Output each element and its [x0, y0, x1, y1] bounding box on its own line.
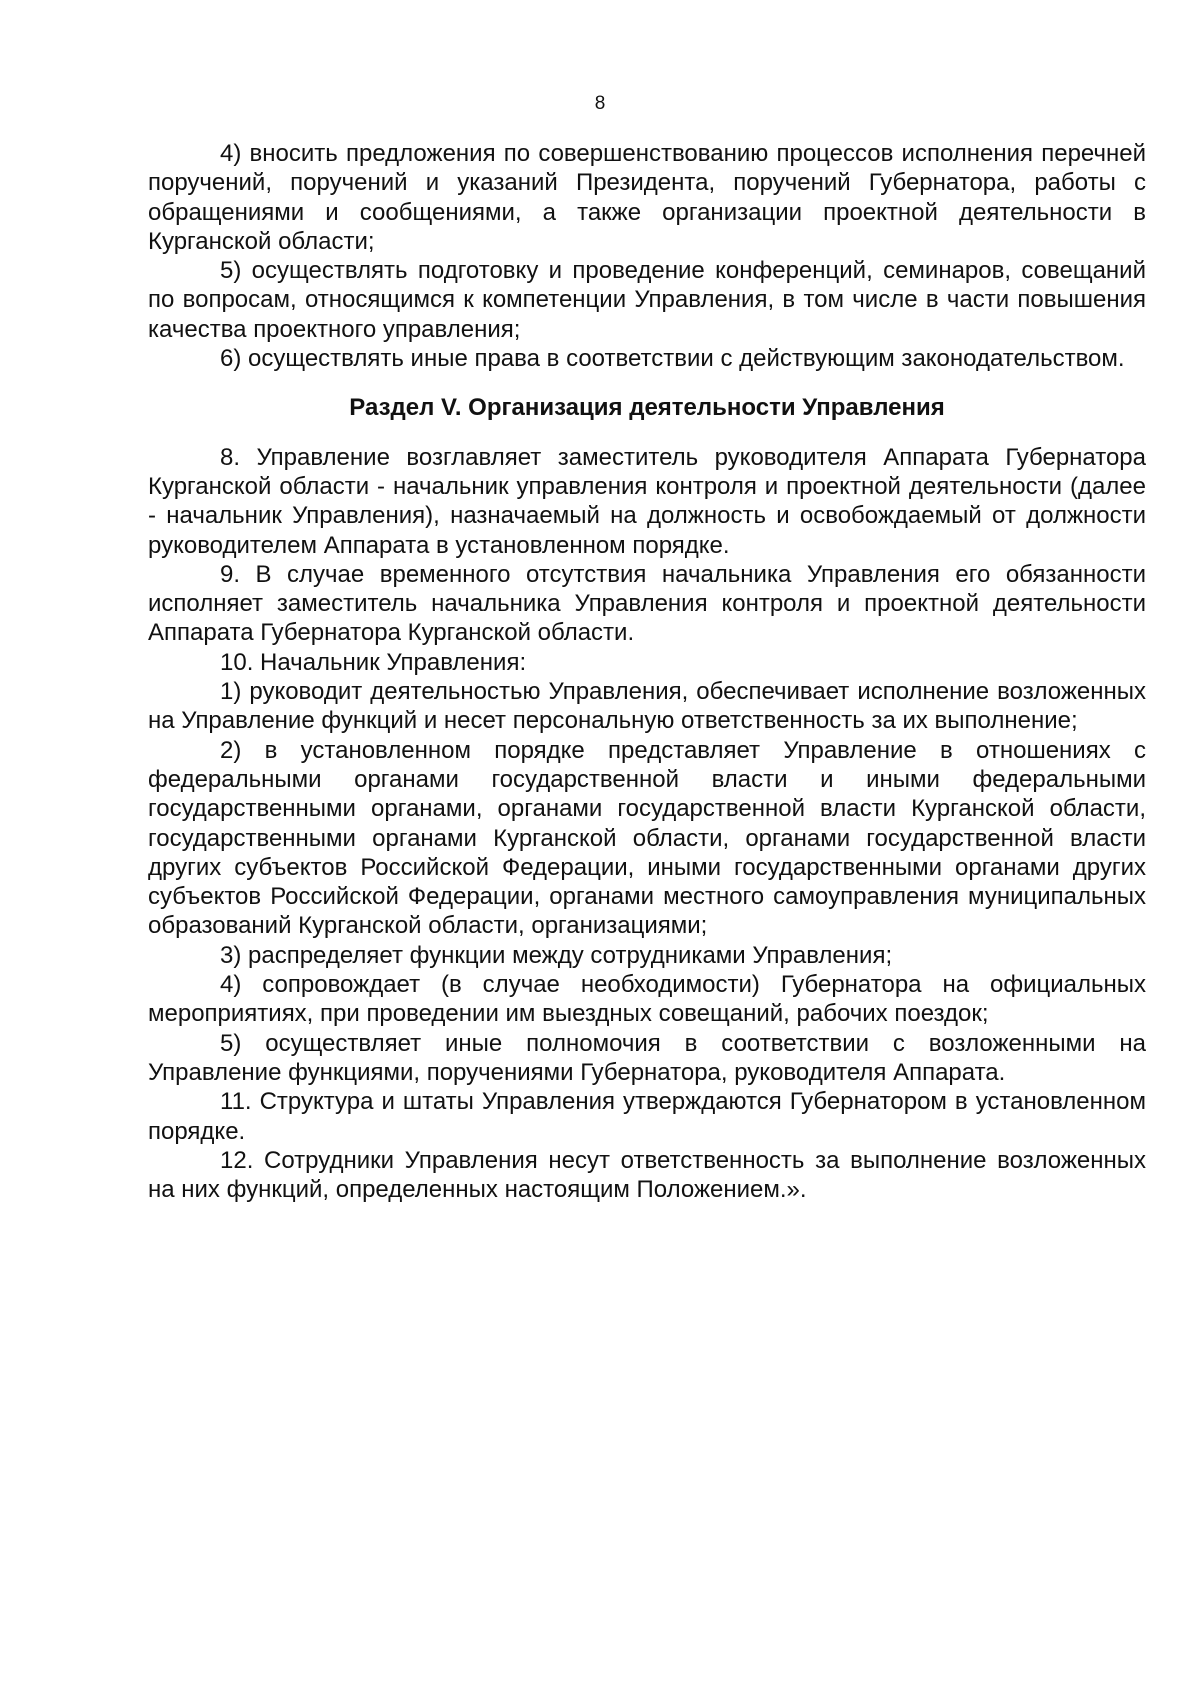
rights-item-6: 6) осуществлять иные права в соответствии с действующим законодательством. — [220, 345, 1125, 373]
clause-9: 9. В случае временного отсутствия начальника Управления его обязанности исполняет заместитель начальника Управления контроля и проектной деятельности Аппарата Губернатора Курганской области. — [148, 560, 1146, 647]
clause-10-item-1: 1) руководит деятельностью Управления, обеспечивает исполнение возложенных на Управление функций и несет персональную ответственность за их выполнение; — [148, 678, 1146, 735]
clause-11: 11. Структура и штаты Управления утверждаются Губернатором в установленном порядке. — [148, 1088, 1146, 1145]
section-heading: Раздел V. Организация деятельности Управления — [349, 394, 945, 422]
clause-10-item-4: 4) сопровождает (в случае необходимости) Губернатора на официальных мероприятиях, при проведении им выездных совещаний, рабочих поездок; — [148, 971, 1146, 1028]
rights-item-5: 5) осуществлять подготовку и проведение конференций, семинаров, совещаний по вопросам, относящимся к компетенции Управления, в том числе в части повышения качества проектного управления; — [148, 257, 1146, 343]
clause-10-item-2: 2) в установленном порядке представляет Управление в отношениях с федеральными органами государственной власти и иными федеральными государственными органами, органами государственной власти Курганской области, государственными органами Курганской области, органами государственной власти других субъектов Российской Федерации, иными государственными органами других субъектов Российской Федерации, органами местного самоуправления муниципальных образований Курганской области, организациями; — [148, 736, 1146, 940]
clause-10-item-3: 3) распределяет функции между сотрудниками Управления; — [220, 941, 893, 969]
clause-12: 12. Сотрудники Управления несут ответственность за выполнение возложенных на них функций, определенных настоящим Положением.». — [148, 1146, 1146, 1204]
document-body — [148, 139, 1146, 1204]
clause-8: 8. Управление возглавляет заместитель руководителя Аппарата Губернатора Курганской области - начальник управления контроля и проектной деятельности (далее - начальник Управления), назначаемый на должность и освобождаемый от должности руководителем Аппарата в установленном порядке. — [148, 443, 1146, 559]
clause-10: 10. Начальник Управления: — [220, 648, 527, 676]
clause-10-item-5: 5) осуществляет иные полномочия в соответствии с возложенными на Управление функциями, поручениями Губернатора, руководителя Аппарата. — [148, 1029, 1146, 1086]
page-number: 8 — [594, 93, 606, 114]
rights-item-4: 4) вносить предложения по совершенствованию процессов исполнения перечней поручений, поручений и указаний Президента, поручений Губернатора, работы с обращениями и сообщениями, а также организации проектной деятельности в Курганской области; — [148, 140, 1146, 255]
